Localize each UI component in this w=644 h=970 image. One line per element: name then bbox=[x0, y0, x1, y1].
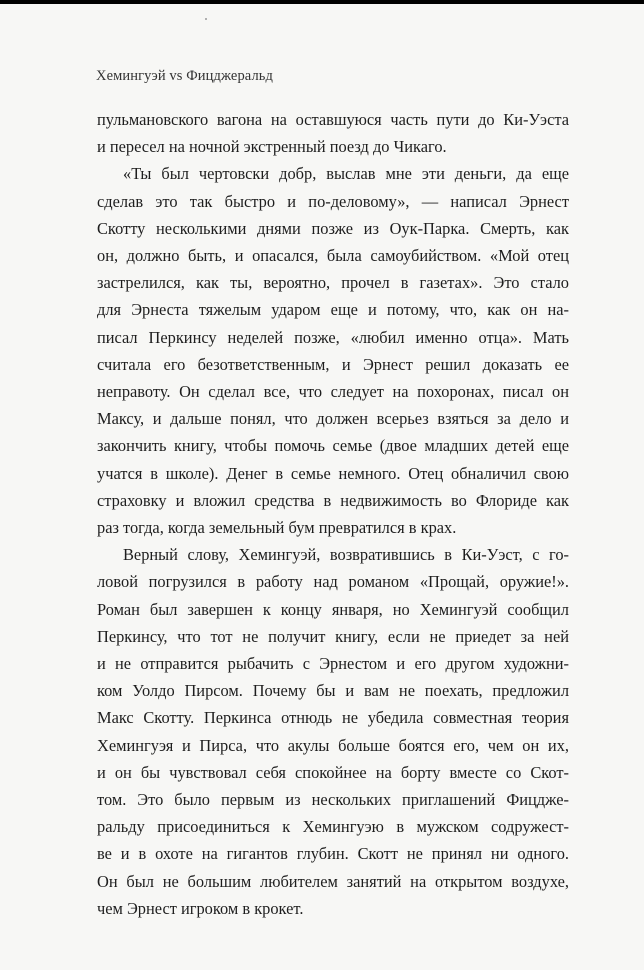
text-line: ком Уолдо Пирсом. Почему бы и вам не поехать, предложил bbox=[97, 681, 569, 701]
text-line: и не отправится рыбачить с Эрнестом и его другом художни- bbox=[97, 654, 569, 674]
text-line: неправоту. Он сделал все, что следует на похоронах, писал он bbox=[97, 382, 569, 402]
text-line: ловой погрузился в работу над романом «Прощай, оружие!». bbox=[97, 572, 569, 592]
text-line: Он был не большим любителем занятий на открытом воздухе, bbox=[97, 871, 569, 891]
text-line: и он бы чувствовал себя спокойнее на борту вместе со Скот- bbox=[97, 762, 569, 782]
text-line: застрелился, как ты, вероятно, прочел в газетах». Это стало bbox=[97, 273, 569, 293]
text-line: Хемингуэя и Пирса, что акулы больше боятся его, чем он их, bbox=[97, 735, 569, 755]
book-page bbox=[0, 4, 644, 970]
text-line: ве и в охоте на гигантов глубин. Скотт не принял ни одного. bbox=[97, 844, 569, 864]
text-line: раз тогда, когда земельный бум превратился в крах. bbox=[97, 518, 457, 538]
text-line: Максу, и дальше понял, что должен всерьез взяться за дело и bbox=[97, 409, 569, 429]
text-line: для Эрнеста тяжелым ударом еще и потому, что, как он на- bbox=[97, 300, 569, 320]
paragraph-first-line: «Ты был чертовски добр, выслав мне эти деньги, да еще bbox=[123, 164, 569, 184]
text-line: писал Перкинсу неделей позже, «любил именно отца». Мать bbox=[97, 327, 569, 347]
text-line: чем Эрнест игроком в крокет. bbox=[97, 898, 304, 918]
paper-speck bbox=[205, 18, 207, 20]
text-line: страховку и вложил средства в недвижимость во Флориде как bbox=[97, 490, 569, 510]
text-line: Макс Скотту. Перкинса отнюдь не убедила совместная теория bbox=[97, 708, 569, 728]
text-line: закончить книгу, чтобы помочь семье (двое младших детей еще bbox=[97, 436, 569, 456]
paragraph-first-line: Верный слову, Хемингуэй, возвратившись в Ки-Уэст, с го- bbox=[123, 545, 569, 565]
text-line: он, должно быть, и опасался, была самоубийством. «Мой отец bbox=[97, 246, 569, 266]
text-line: ральду присоединиться к Хемингуэю в мужском содружест- bbox=[97, 817, 569, 837]
text-line: том. Это было первым из нескольких приглашений Фицдже- bbox=[97, 790, 569, 810]
text-line: и пересел на ночной экстренный поезд до Чикаго. bbox=[97, 137, 447, 157]
text-line: пульмановского вагона на оставшуюся часть пути до Ки-Уэста bbox=[97, 110, 569, 129]
text-line: Скотту несколькими днями позже из Оук-Парка. Смерть, как bbox=[97, 218, 569, 238]
running-head: Хемингуэй vs Фицджеральд bbox=[96, 68, 273, 84]
text-line: учатся в школе). Денег в семье немного. Отец обналичил свою bbox=[97, 463, 569, 483]
text-line: Роман был завершен к концу января, но Хемингуэй сообщил bbox=[97, 599, 569, 619]
text-line: Перкинсу, что тот не получит книгу, если не приедет за ней bbox=[97, 626, 569, 646]
text-line: считала его безответственным, и Эрнест решил доказать ее bbox=[97, 354, 569, 374]
body-text bbox=[97, 106, 569, 922]
text-line: сделав это так быстро и по-деловому», — написал Эрнест bbox=[97, 191, 569, 211]
